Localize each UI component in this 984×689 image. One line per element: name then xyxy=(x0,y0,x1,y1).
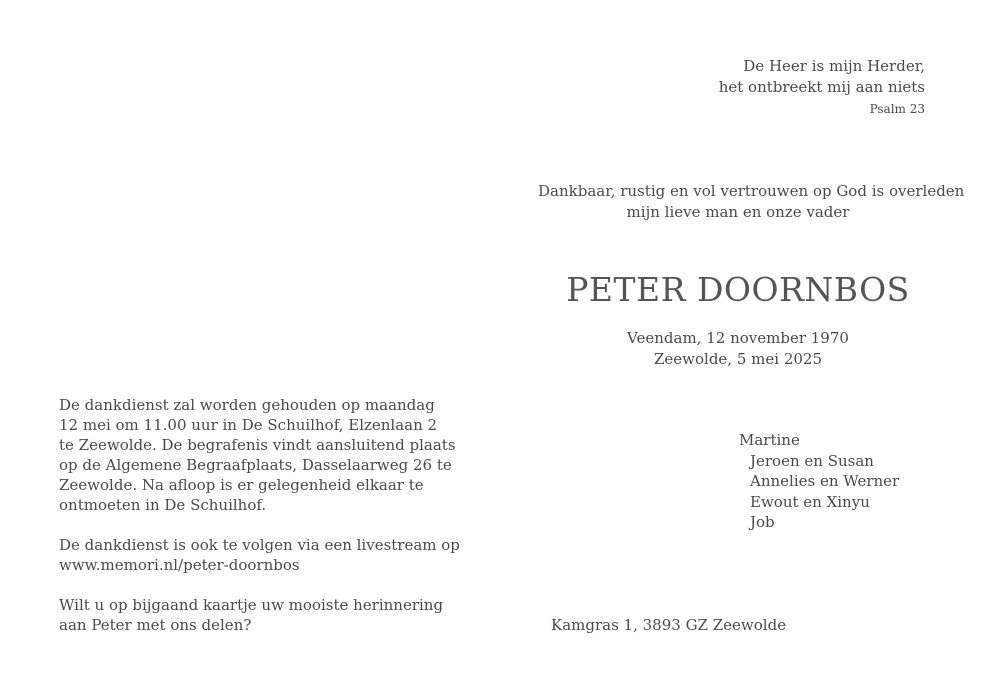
family-child: Annelies en Werner xyxy=(750,472,900,490)
service-line: Zeewolde. Na afloop is er gelegenheid elkaar te xyxy=(59,476,424,494)
memory-line: aan Peter met ons delen? xyxy=(59,616,252,634)
intro-line-2: mijn lieve man en onze vader xyxy=(626,203,850,221)
livestream-line: De dankdienst is ook te volgen via een livestream op xyxy=(59,536,460,554)
family-child: Jeroen en Susan xyxy=(750,451,874,470)
service-paragraph-1 xyxy=(59,395,456,515)
deceased-name: PETER DOORNBOS xyxy=(566,270,910,309)
life-dates xyxy=(538,328,938,370)
memory-request-paragraph xyxy=(59,595,444,635)
service-line: 12 mei om 11.00 uur in De Schuilhof, Elzenlaan 2 xyxy=(59,416,438,434)
verse-line-1: De Heer is mijn Herder, xyxy=(743,57,925,75)
verse-reference: Psalm 23 xyxy=(869,102,925,116)
family-spouse: Martine xyxy=(739,431,800,449)
correspondence-address: Kamgras 1, 3893 GZ Zeewolde xyxy=(551,616,787,634)
intro-line-1: Dankbaar, rustig en vol vertrouwen op God is overleden xyxy=(538,182,965,200)
service-information xyxy=(59,395,460,655)
service-line: ontmoeten in De Schuilhof. xyxy=(59,496,267,514)
service-line: te Zeewolde. De begrafenis vindt aansluitend plaats xyxy=(59,436,456,454)
birth-date: Veendam, 12 november 1970 xyxy=(627,329,849,347)
service-line: op de Algemene Begraafplaats, Dasselaarweg 26 te xyxy=(59,456,452,474)
announcement-intro xyxy=(538,181,965,223)
verse-line-2: het ontbreekt mij aan niets xyxy=(718,78,925,96)
family-child: Ewout en Xinyu xyxy=(750,492,870,511)
service-line: De dankdienst zal worden gehouden op maandag xyxy=(59,396,435,414)
livestream-link: www.memori.nl/peter-doornbos xyxy=(59,556,300,574)
bible-verse xyxy=(719,56,925,118)
family-list xyxy=(739,430,899,533)
livestream-paragraph xyxy=(59,535,460,575)
family-child: Job xyxy=(750,513,775,531)
death-date: Zeewolde, 5 mei 2025 xyxy=(653,350,822,368)
memory-line: Wilt u op bijgaand kaartje uw mooiste herinnering xyxy=(59,596,444,614)
